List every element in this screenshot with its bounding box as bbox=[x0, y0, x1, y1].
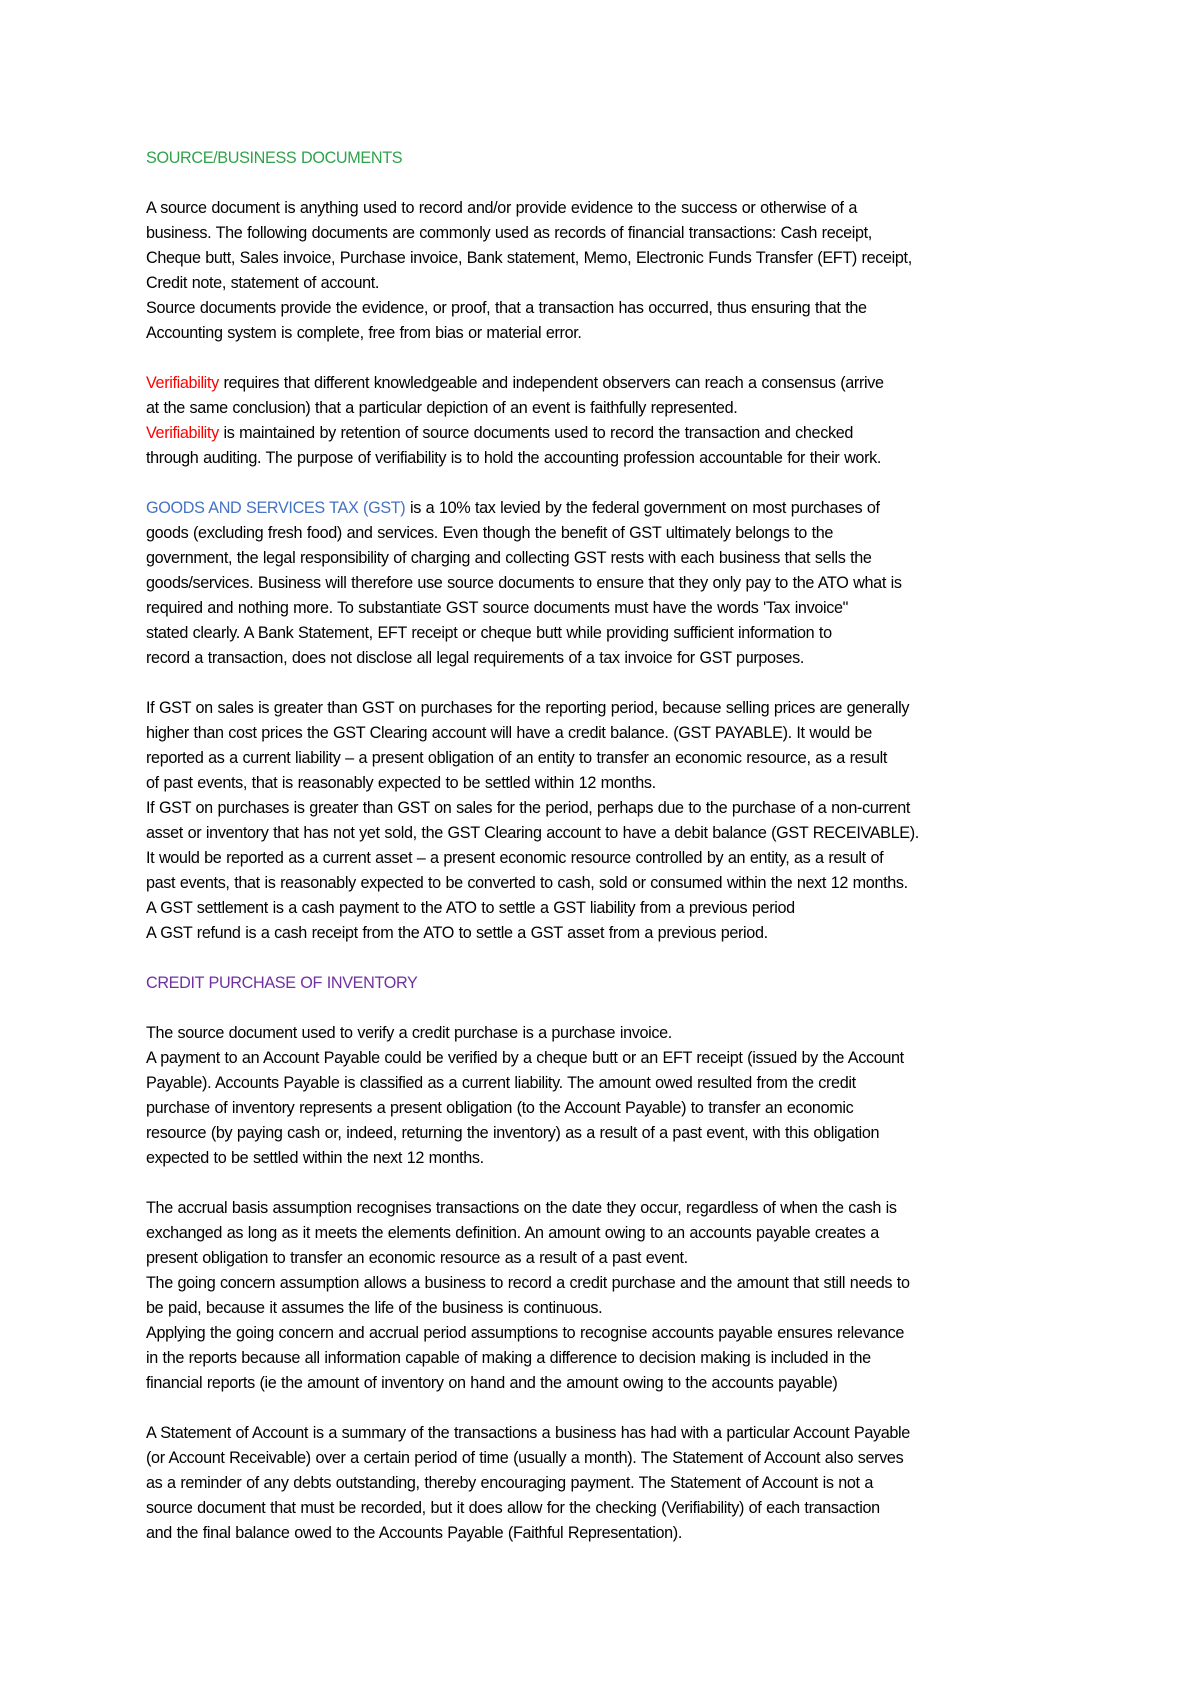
text-line: (or Account Receivable) over a certain period of time (usually a month). The Statement of Account also serves bbox=[146, 1449, 904, 1467]
text-line: goods/services. Business will therefore use source documents to ensure that they only pay to the ATO what is bbox=[146, 574, 902, 592]
verifiability-term: Verifiability bbox=[146, 374, 219, 392]
text-line bbox=[146, 371, 1066, 396]
text-line: asset or inventory that has not yet sold, the GST Clearing account to have a debit balance (GST RECEIVABLE). bbox=[146, 824, 919, 842]
text-line: Applying the going concern and accrual period assumptions to recognise accounts payable ensures relevance bbox=[146, 1324, 905, 1342]
section-heading-source-documents: SOURCE/BUSINESS DOCUMENTS bbox=[146, 149, 403, 167]
text-line: expected to be settled within the next 12 months. bbox=[146, 1149, 484, 1167]
text-line: goods (excluding fresh food) and services. Even though the benefit of GST ultimately belongs to the bbox=[146, 524, 834, 542]
paragraph-gap bbox=[146, 1396, 1066, 1421]
text-line: stated clearly. A Bank Statement, EFT receipt or cheque butt while providing sufficient information to bbox=[146, 624, 832, 642]
paragraph-gap bbox=[146, 671, 1066, 696]
text-line: Accounting system is complete, free from bias or material error. bbox=[146, 324, 582, 342]
text-line: of past events, that is reasonably expected to be settled within 12 months. bbox=[146, 774, 656, 792]
text-line: A Statement of Account is a summary of the transactions a business has had with a particular Account Payable bbox=[146, 1424, 910, 1442]
gst-paragraph bbox=[146, 496, 1066, 671]
text-line: through auditing. The purpose of verifiability is to hold the accounting profession accountable for their work. bbox=[146, 449, 882, 467]
text-run: requires that different knowledgeable and independent observers can reach a consensus (arrive bbox=[218, 374, 884, 392]
credit-purchase-paragraph bbox=[146, 1021, 1066, 1171]
text-line: government, the legal responsibility of charging and collecting GST rests with each business that sells the bbox=[146, 549, 872, 567]
text-line: Credit note, statement of account. bbox=[146, 274, 380, 292]
text-line: Payable). Accounts Payable is classified as a current liability. The amount owed resulted from the credit bbox=[146, 1074, 856, 1092]
paragraph-gap bbox=[146, 346, 1066, 371]
text-line: record a transaction, does not disclose all legal requirements of a tax invoice for GST purposes. bbox=[146, 649, 804, 667]
text-line: financial reports (ie the amount of inventory on hand and the amount owing to the accounts payable) bbox=[146, 1374, 838, 1392]
text-line: and the final balance owed to the Accounts Payable (Faithful Representation). bbox=[146, 1524, 682, 1542]
text-run: is maintained by retention of source documents used to record the transaction and checked bbox=[218, 424, 854, 442]
text-line: reported as a current liability – a present obligation of an entity to transfer an economic resource, as a result bbox=[146, 749, 888, 767]
text-line: required and nothing more. To substantiate GST source documents must have the words 'Tax invoice" bbox=[146, 599, 849, 617]
text-line: resource (by paying cash or, indeed, returning the inventory) as a result of a past event, with this obligation bbox=[146, 1124, 880, 1142]
text-line: A GST settlement is a cash payment to the ATO to settle a GST liability from a previous period bbox=[146, 899, 795, 917]
text-line: A GST refund is a cash receipt from the ATO to settle a GST asset from a previous period. bbox=[146, 924, 768, 942]
text-line: source document that must be recorded, but it does allow for the checking (Verifiability) of each transaction bbox=[146, 1499, 880, 1517]
text-line: purchase of inventory represents a present obligation (to the Account Payable) to transfer an economic bbox=[146, 1099, 854, 1117]
paragraph-gap bbox=[146, 471, 1066, 496]
assumptions-paragraph bbox=[146, 1196, 1066, 1396]
text-line: in the reports because all information capable of making a difference to decision making is included in the bbox=[146, 1349, 871, 1367]
text-line: The accrual basis assumption recognises transactions on the date they occur, regardless of when the cash is bbox=[146, 1199, 897, 1217]
text-line: at the same conclusion) that a particular depiction of an event is faithfully represented. bbox=[146, 399, 738, 417]
text-line: business. The following documents are commonly used as records of financial transactions: Cash receipt, bbox=[146, 224, 872, 242]
section-heading-credit-purchase: CREDIT PURCHASE OF INVENTORY bbox=[146, 974, 418, 992]
text-line: It would be reported as a current asset – a present economic resource controlled by an entity, as a result of bbox=[146, 849, 884, 867]
text-line: past events, that is reasonably expected to be converted to cash, sold or consumed within the next 12 months. bbox=[146, 874, 908, 892]
text-line: The source document used to verify a credit purchase is a purchase invoice. bbox=[146, 1024, 672, 1042]
text-line: The going concern assumption allows a business to record a credit purchase and the amount that still needs to bbox=[146, 1274, 910, 1292]
gst-balance-paragraph bbox=[146, 696, 1066, 946]
text-line bbox=[146, 421, 1066, 446]
statement-of-account-paragraph bbox=[146, 1421, 1066, 1546]
text-line: Source documents provide the evidence, or proof, that a transaction has occurred, thus ensuring that the bbox=[146, 299, 867, 317]
text-line: present obligation to transfer an economic resource as a result of a past event. bbox=[146, 1249, 688, 1267]
paragraph-gap bbox=[146, 946, 1066, 971]
document-page bbox=[146, 146, 1066, 1546]
text-line bbox=[146, 496, 1066, 521]
text-line: If GST on sales is greater than GST on purchases for the reporting period, because selling prices are generally bbox=[146, 699, 910, 717]
verifiability-term: Verifiability bbox=[146, 424, 219, 442]
text-line: be paid, because it assumes the life of the business is continuous. bbox=[146, 1299, 603, 1317]
text-run: is a 10% tax levied by the federal government on most purchases of bbox=[405, 499, 880, 517]
text-line: Cheque butt, Sales invoice, Purchase invoice, Bank statement, Memo, Electronic Funds Transfer (EFT) receipt, bbox=[146, 249, 912, 267]
source-documents-paragraph bbox=[146, 196, 1066, 346]
verifiability-paragraph bbox=[146, 371, 1066, 471]
text-line: A source document is anything used to record and/or provide evidence to the success or otherwise of a bbox=[146, 199, 858, 217]
text-line: higher than cost prices the GST Clearing account will have a credit balance. (GST PAYABLE). It would be bbox=[146, 724, 872, 742]
text-line: as a reminder of any debts outstanding, thereby encouraging payment. The Statement of Account is not a bbox=[146, 1474, 873, 1492]
text-line: If GST on purchases is greater than GST on sales for the period, perhaps due to the purchase of a non-current bbox=[146, 799, 911, 817]
paragraph-gap bbox=[146, 1171, 1066, 1196]
gst-term: GOODS AND SERVICES TAX (GST) bbox=[146, 499, 406, 517]
text-line: A payment to an Account Payable could be verified by a cheque butt or an EFT receipt (issued by the Account bbox=[146, 1049, 904, 1067]
text-line: exchanged as long as it meets the elements definition. An amount owing to an accounts payable creates a bbox=[146, 1224, 879, 1242]
